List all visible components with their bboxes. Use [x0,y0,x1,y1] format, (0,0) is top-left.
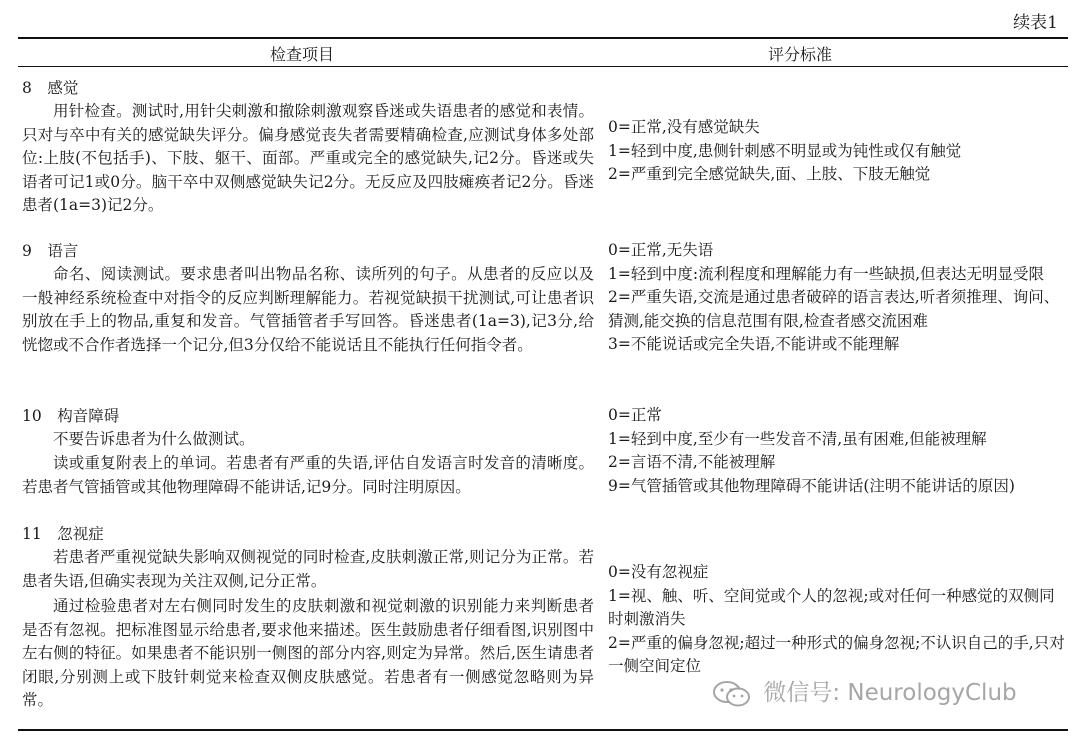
section-paragraph: 若患者严重视觉缺失影响双侧视觉的同时检查,皮肤刺激正常,则记分为正常。若患者失语,但确实表现为关注双侧,记分正常。 [22,548,594,590]
criteria-list [608,116,1070,187]
column-header-items: 检查项目 [270,45,335,64]
criteria-item: 0=正常,无失语 [608,241,714,259]
wechat-watermark [712,674,1017,707]
table-bottom-rule [18,729,1068,731]
criteria-item: 1=轻到中度,至少有一些发音不清,虽有困难,但能被理解 [608,429,987,448]
section-title: 8 感觉 [22,79,79,97]
criteria-item: 0=正常 [608,406,662,424]
criteria-item: 0=正常,没有感觉缺失 [608,118,760,136]
wechat-icon [712,681,752,707]
section-paragraph: 用针检查。测试时,用针尖刺激和撤除刺激观察昏迷或失语患者的感觉和表情。只对与卒中有关的感觉缺失评分。偏身感觉丧失者需要精确检查,应测试身体多处部位:上肢(不包括手)、下肢、躯干、面部。严重或完全的感觉缺失,记2分。昏迷或失语者可记1或0分。脑干卒中双侧感觉缺失记2分。无反应及四肢瘫痪者记2分。昏迷患者(1a=3)记2分。 [22,102,594,214]
criteria-item: 2=严重失语,交流是通过患者破碎的语言表达,听者须推理、询问、猜测,能交换的信息范围有限,检查者感交流困难 [608,288,1060,330]
criteria-item: 9=气管插管或其他物理障碍不能讲话(注明不能讲话的原因) [608,476,1015,495]
criteria-item: 1=轻到中度:流利程度和理解能力有一些缺损,但表达无明显受限 [608,264,1045,283]
header-divider [18,66,1068,67]
watermark-text: 微信号: NeurologyClub [763,680,1017,706]
criteria-list [608,561,1070,679]
column-header-criteria: 评分标准 [768,45,833,64]
section-title: 11 忽视症 [22,525,104,543]
section-title: 9 语言 [22,242,79,260]
criteria-item: 2=严重的偏身忽视;超过一种形式的偏身忽视;不认识自己的手,只对一侧空间定位 [608,633,1065,675]
section-paragraph: 命名、阅读测试。要求患者叫出物品名称、读所列的句子。从患者的反应以及一般神经系统检查中对指令的反应判断理解能力。若视觉缺损干扰测试,可让患者识别放在手上的物品,重复和发音。气管插管者手写回答。昏迷患者(1a=3),记3分,给恍惚或不合作者选择一个记分,但3分仅给不能说话且不能执行任何指令者。 [22,265,594,354]
section-paragraph: 读或重复附表上的单词。若患者有严重的失语,评估自发语言时发音的清晰度。若患者气管插管或其他物理障碍不能讲话,记9分。同时注明原因。 [22,454,594,496]
criteria-item: 2=言语不清,不能被理解 [608,453,776,471]
criteria-list [608,404,1070,498]
criteria-list [608,239,1070,357]
criteria-item: 1=视、触、听、空间觉或个人的忽视;或对任何一种感觉的双侧同时刺激消失 [608,586,1055,628]
criteria-item: 1=轻到中度,患侧针刺感不明显或为钝性或仅有触觉 [608,141,962,160]
section-title: 10 构音障碍 [22,407,120,425]
criteria-item: 3=不能说话或完全失语,不能讲或不能理解 [608,335,900,353]
criteria-item: 0=没有忽视症 [608,563,709,581]
section-paragraph: 通过检验患者对左右侧同时发生的皮肤刺激和视觉刺激的识别能力来判断患者是否有忽视。把标准图显示给患者,要求他来描述。医生鼓励患者仔细看图,识别图中左右侧的特征。如果患者不能识别一侧图的部分内容,则定为异常。然后,医生请患者闭眼,分别测上或下肢针刺觉来检查双侧皮肤感觉。若患者有一侧感觉忽略则为异常。 [22,597,594,709]
table-caption: 续表1 [1013,13,1058,33]
criteria-item: 2=严重到完全感觉缺失,面、上肢、下肢无触觉 [608,165,931,183]
table-top-rule [18,37,1068,39]
section-paragraph: 不要告诉患者为什么做测试。 [53,430,255,448]
